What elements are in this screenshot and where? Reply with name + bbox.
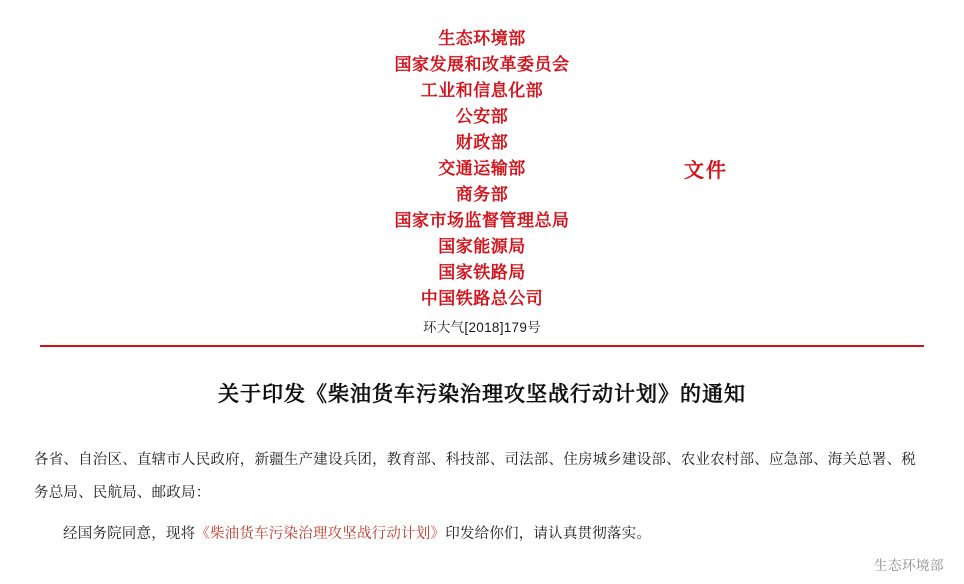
agency-name: 生态环境部 xyxy=(438,29,526,48)
agency-name: 工业和信息化部 xyxy=(420,81,544,100)
issuing-agency-list xyxy=(0,26,964,312)
agency-name: 中国铁路总公司 xyxy=(420,289,544,308)
document-serial-number: 环大气[2018]179号 xyxy=(423,320,541,335)
body-prefix-text: 经国务院同意，现将 xyxy=(63,526,196,542)
agency-name: 商务部 xyxy=(455,185,509,204)
agency-name: 交通运输部 xyxy=(438,159,526,178)
recipients-paragraph: 各省、自治区、直辖市人民政府，新疆生产建设兵团，教育部、科技部、司法部、住房城乡建设部、农业农村部、应急部、海关总署、税务总局、民航局、邮政局： xyxy=(34,452,916,501)
agency-name: 国家铁路局 xyxy=(438,263,526,282)
document-mark-label: 文件 xyxy=(684,160,728,182)
agency-name: 国家市场监督管理总局 xyxy=(394,211,570,230)
body-paragraph xyxy=(34,518,930,551)
document-body xyxy=(34,444,930,551)
plan-name-link[interactable]: 《柴油货车污染治理攻坚战行动计划》 xyxy=(195,526,446,542)
agency-name: 国家发展和改革委员会 xyxy=(394,55,570,74)
agency-name: 财政部 xyxy=(455,133,509,152)
watermark-label: 生态环境部 xyxy=(874,558,944,573)
agency-name: 国家能源局 xyxy=(438,237,526,256)
agency-name: 公安部 xyxy=(455,107,509,126)
body-suffix-text: 印发给你们，请认真贯彻落实。 xyxy=(445,526,652,542)
red-divider-rule xyxy=(40,345,924,347)
page-title: 关于印发《柴油货车污染治理攻坚战行动计划》的通知 xyxy=(218,383,746,406)
